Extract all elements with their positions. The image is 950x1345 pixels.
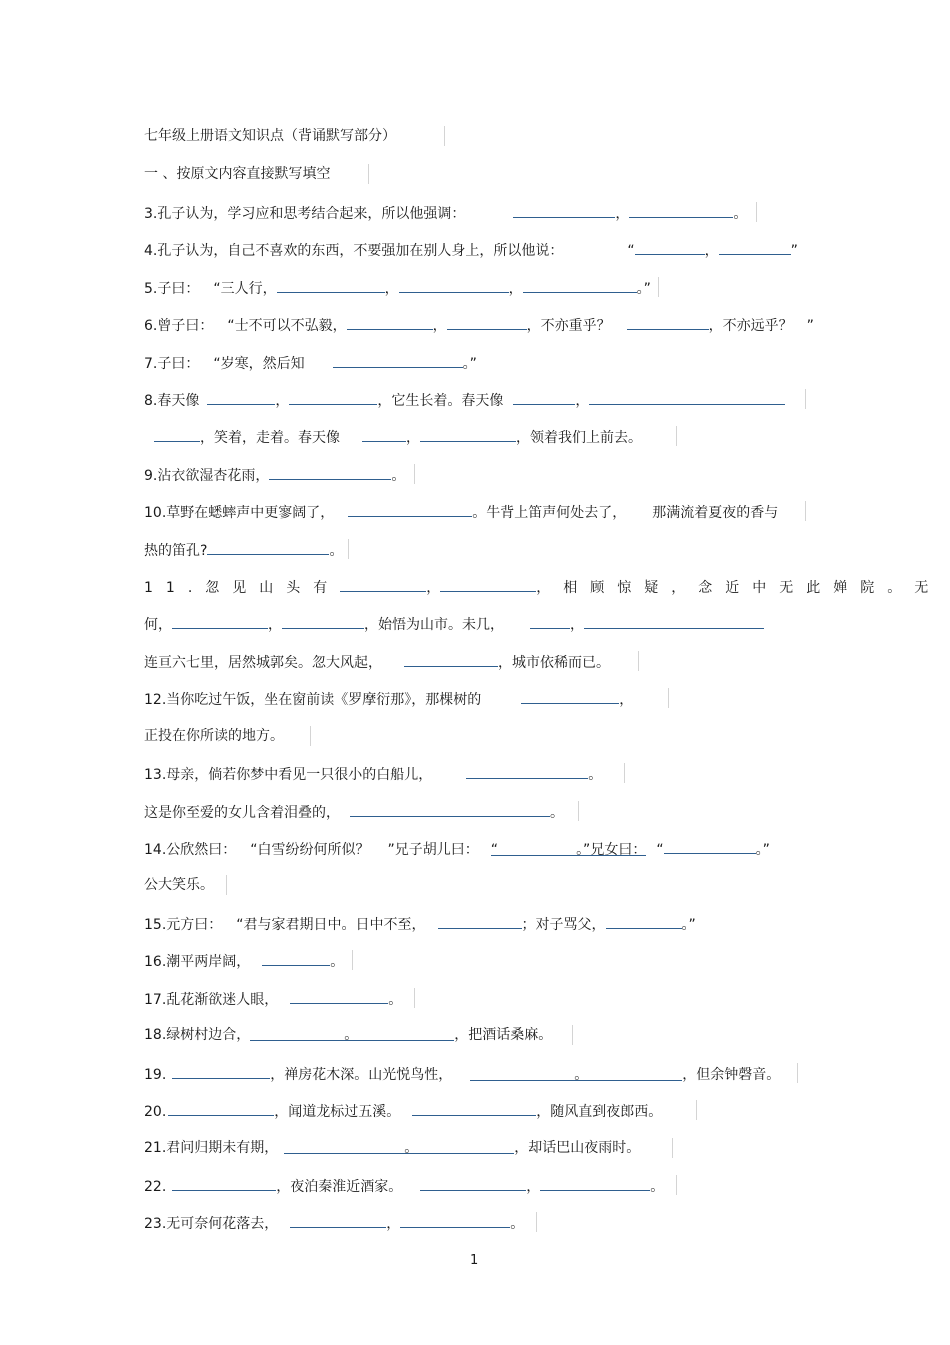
question-21: 21.君问归期未有期， 。 ，却话巴山夜雨时。 bbox=[144, 1140, 641, 1156]
answer-blank[interactable] bbox=[420, 426, 516, 442]
answer-blank[interactable] bbox=[513, 389, 575, 405]
line-end-mark bbox=[624, 763, 625, 783]
answer-blank[interactable] bbox=[362, 426, 406, 442]
line-end-mark bbox=[310, 726, 311, 746]
answer-blank[interactable] bbox=[289, 389, 377, 405]
line-end-mark bbox=[672, 1138, 673, 1158]
answer-blank[interactable] bbox=[513, 202, 615, 218]
answer-blank[interactable] bbox=[290, 988, 388, 1004]
line-end-mark bbox=[797, 1063, 798, 1083]
line-end-mark bbox=[414, 988, 415, 1008]
line-end-mark bbox=[368, 164, 369, 184]
doc-title: 七年级上册语文知识点（背诵默写部分） bbox=[144, 128, 396, 144]
answer-blank[interactable] bbox=[447, 314, 527, 330]
line-end-mark bbox=[578, 801, 579, 821]
question-23: 23.无可奈何花落去， ， 。 bbox=[144, 1212, 524, 1234]
question-5: 5.子曰： “三人行， ， ， 。” bbox=[144, 277, 651, 299]
question-10-line-1: 10.草野在蟋蟀声中更寥阔了， 。牛背上笛声何处去了， 那满流着夏夜的香与 bbox=[144, 501, 778, 523]
line-end-mark bbox=[226, 875, 227, 895]
answer-blank[interactable] bbox=[540, 1175, 650, 1191]
question-4: 4.孔子认为，自己不喜欢的东西，不要强加在别人身上，所以他说： “ ， ” bbox=[144, 239, 798, 261]
question-22: 22. ，夜泊秦淮近酒家。 ， 。 bbox=[144, 1175, 664, 1197]
answer-blank[interactable] bbox=[420, 1175, 526, 1191]
line-end-mark bbox=[444, 126, 445, 146]
answer-blank[interactable] bbox=[262, 950, 330, 966]
answer-blank[interactable] bbox=[290, 1212, 386, 1228]
answer-blank[interactable] bbox=[347, 314, 433, 330]
answer-blank[interactable] bbox=[719, 239, 791, 255]
answer-blank[interactable] bbox=[466, 763, 588, 779]
question-12-line-1: 12.当你吃过午饭，坐在窗前读《罗摩衍那》，那棵树的 ， bbox=[144, 688, 633, 710]
question-8-line-2: ，笑着，走着。春天像 ， ，领着我们上前去。 bbox=[144, 426, 642, 448]
answer-blank[interactable] bbox=[282, 613, 364, 629]
answer-blank[interactable] bbox=[664, 838, 756, 854]
answer-blank[interactable] bbox=[172, 613, 268, 629]
answer-blank[interactable] bbox=[629, 202, 733, 218]
answer-blank[interactable] bbox=[589, 389, 785, 405]
line-end-mark bbox=[668, 688, 669, 708]
line-end-mark bbox=[638, 651, 639, 671]
answer-blank[interactable] bbox=[412, 1100, 536, 1116]
line-end-mark bbox=[696, 1100, 697, 1120]
question-16: 16.潮平两岸阔， 。 bbox=[144, 950, 344, 972]
answer-blank[interactable] bbox=[172, 1175, 276, 1191]
answer-blank[interactable] bbox=[523, 277, 637, 293]
answer-blank[interactable] bbox=[168, 1100, 274, 1116]
answer-blank[interactable] bbox=[340, 576, 426, 592]
question-17: 17.乱花渐欲迷人眼， 。 bbox=[144, 988, 402, 1010]
question-11-line-3: 连亘六七里，居然城郭矣。忽大风起， ，城市依稀而已。 bbox=[144, 651, 610, 673]
answer-blank[interactable] bbox=[277, 277, 385, 293]
question-15: 15.元方曰： “君与家君期日中。日中不至， ；对子骂父， 。” bbox=[144, 913, 696, 935]
answer-blank[interactable] bbox=[627, 314, 709, 330]
line-end-mark bbox=[572, 1025, 573, 1045]
answer-blank[interactable] bbox=[521, 688, 619, 704]
page-number: 1 bbox=[470, 1253, 479, 1268]
answer-blank[interactable] bbox=[269, 464, 391, 480]
line-end-mark bbox=[414, 464, 415, 484]
answer-blank[interactable] bbox=[606, 913, 682, 929]
answer-blank[interactable] bbox=[154, 426, 200, 442]
answer-blank[interactable] bbox=[172, 1063, 270, 1079]
question-14-line-1: 14.公欣然曰： “白雪纷纷何所似？ ”兄子胡儿曰： “ 。”兄女曰： “ 。” bbox=[144, 838, 770, 860]
line-end-mark bbox=[352, 950, 353, 970]
question-7: 7.子曰： “岁寒，然后知 。” bbox=[144, 352, 477, 374]
answer-blank[interactable] bbox=[438, 913, 522, 929]
answer-blank[interactable] bbox=[530, 613, 570, 629]
line-end-mark bbox=[536, 1212, 537, 1232]
line-end-mark bbox=[676, 1175, 677, 1195]
answer-blank[interactable] bbox=[207, 539, 329, 555]
question-18: 18.绿树村边合， 。 ，把酒话桑麻。 bbox=[144, 1027, 553, 1043]
question-9: 9.沾衣欲湿杏花雨， 。 bbox=[144, 464, 405, 486]
answer-blank[interactable] bbox=[348, 501, 472, 517]
line-end-mark bbox=[805, 389, 806, 409]
question-11-line-1: 11.忽见山头有 ， ，相顾惊疑，念近中无此婵院。无 bbox=[144, 576, 941, 598]
answer-blank[interactable] bbox=[399, 277, 509, 293]
answer-blank[interactable] bbox=[207, 389, 275, 405]
question-6: 6.曾子曰： “士不可以不弘毅， ， ，不亦重乎？ ，不亦远乎？ ” bbox=[144, 314, 814, 336]
line-end-mark bbox=[756, 202, 757, 222]
question-20: 20. ，闻道龙标过五溪。 ，随风直到夜郎西。 bbox=[144, 1100, 662, 1122]
question-8-line-1: 8.春天像 ， ，它生长着。春天像 ， bbox=[144, 389, 785, 411]
answer-blank[interactable] bbox=[404, 651, 498, 667]
question-14-line-2: 公大笑乐。 bbox=[144, 877, 214, 893]
question-13-line-1: 13.母亲，倘若你梦中看见一只很小的白船儿， 。 bbox=[144, 763, 602, 785]
answer-blank[interactable] bbox=[440, 576, 536, 592]
question-19: 19. ，禅房花木深。山光悦鸟性， 。 ，但余钟磬音。 bbox=[144, 1063, 780, 1085]
answer-blank[interactable] bbox=[635, 239, 705, 255]
answer-blank[interactable] bbox=[333, 352, 463, 368]
question-11-line-2: 何， ， ，始悟为山市。未几， ， bbox=[144, 613, 764, 635]
question-13-line-2: 这是你至爱的女儿含着泪叠的， 。 bbox=[144, 801, 564, 823]
line-end-mark bbox=[805, 501, 806, 521]
question-3: 3.孔子认为，学习应和思考结合起来，所以他强调： ， 。 bbox=[144, 202, 747, 224]
line-end-mark bbox=[658, 277, 659, 297]
answer-blank[interactable] bbox=[400, 1212, 510, 1228]
question-12-line-2: 正投在你所读的地方。 bbox=[144, 728, 284, 744]
question-10-line-2: 热的笛孔? 。 bbox=[144, 539, 343, 561]
line-end-mark bbox=[676, 426, 677, 446]
answer-blank[interactable] bbox=[350, 801, 550, 817]
section-heading: 一 、按原文内容直接默写填空 bbox=[144, 166, 331, 182]
line-end-mark bbox=[348, 539, 349, 559]
answer-blank[interactable] bbox=[584, 613, 764, 629]
